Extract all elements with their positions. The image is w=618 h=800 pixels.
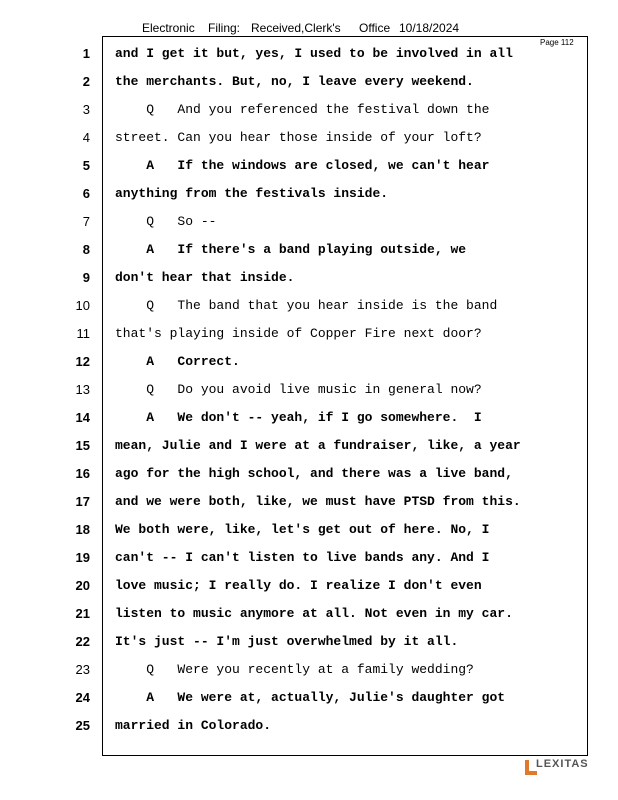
line-number: 17 bbox=[75, 494, 90, 509]
transcript-line: ago for the high school, and there was a live band, bbox=[115, 466, 513, 481]
line-number: 10 bbox=[75, 298, 90, 313]
line-number: 13 bbox=[75, 382, 90, 397]
line-number: 1 bbox=[82, 46, 90, 61]
transcript-line: A We were at, actually, Julie's daughter got bbox=[115, 690, 506, 705]
transcript-line: and I get it but, yes, I used to be involved in all bbox=[115, 46, 513, 61]
line-number: 15 bbox=[75, 438, 90, 453]
transcript-line: don't hear that inside. bbox=[115, 270, 295, 285]
transcript-line: A We don't -- yeah, if I go somewhere. I bbox=[115, 410, 482, 425]
line-number: 24 bbox=[75, 690, 90, 705]
transcript-line: Q Do you avoid live music in general now? bbox=[115, 382, 482, 397]
transcript-line: It's just -- I'm just overwhelmed by it all. bbox=[115, 634, 459, 649]
header-filing: Filing: bbox=[208, 21, 241, 35]
header-received: Received,Clerk's bbox=[251, 21, 341, 35]
lexitas-logo bbox=[524, 758, 594, 778]
transcript-line: listen to music anymore at all. Not even in my car. bbox=[115, 606, 513, 621]
transcript-line: Q So -- bbox=[115, 214, 217, 229]
transcript-line: that's playing inside of Copper Fire next door? bbox=[115, 326, 482, 341]
line-number: 8 bbox=[82, 242, 90, 257]
line-number: 14 bbox=[75, 410, 90, 425]
line-number: 12 bbox=[75, 354, 90, 369]
transcript-line: A If there's a band playing outside, we bbox=[115, 242, 467, 257]
transcript-line: can't -- I can't listen to live bands any. And I bbox=[115, 550, 490, 565]
transcript-line: love music; I really do. I realize I don't even bbox=[115, 578, 482, 593]
line-number: 3 bbox=[82, 102, 90, 117]
line-number: 6 bbox=[82, 186, 90, 201]
transcript-line: mean, Julie and I were at a fundraiser, like, a year bbox=[115, 438, 521, 453]
header-date: 10/18/2024 bbox=[399, 21, 460, 35]
logo-text: LEXITAS bbox=[536, 758, 589, 770]
transcript-line: anything from the festivals inside. bbox=[115, 186, 389, 201]
page-number: Page 112 bbox=[540, 38, 574, 47]
line-number: 18 bbox=[75, 522, 90, 537]
transcript-line: A Correct. bbox=[115, 354, 240, 369]
line-number: 7 bbox=[82, 214, 90, 229]
line-number: 23 bbox=[75, 662, 90, 677]
line-number: 22 bbox=[75, 634, 90, 649]
line-number: 4 bbox=[82, 130, 90, 145]
transcript-line: We both were, like, let's get out of here. No, I bbox=[115, 522, 490, 537]
transcript-line: Q Were you recently at a family wedding? bbox=[115, 662, 474, 677]
line-number: 25 bbox=[75, 718, 90, 733]
transcript-line: Q And you referenced the festival down the bbox=[115, 102, 490, 117]
header-electronic: Electronic bbox=[142, 21, 195, 35]
line-number: 5 bbox=[82, 158, 90, 173]
header-office: Office bbox=[359, 21, 391, 35]
filing-header bbox=[0, 21, 618, 35]
transcript-line: street. Can you hear those inside of your loft? bbox=[115, 130, 482, 145]
line-number: 19 bbox=[75, 550, 90, 565]
transcript-line: Q The band that you hear inside is the band bbox=[115, 298, 498, 313]
transcript-line: and we were both, like, we must have PTSD from this. bbox=[115, 494, 521, 509]
line-number: 9 bbox=[82, 270, 90, 285]
line-number: 11 bbox=[76, 326, 90, 341]
transcript-line: married in Colorado. bbox=[115, 718, 272, 733]
transcript-line: A If the windows are closed, we can't hear bbox=[115, 158, 490, 173]
line-number: 21 bbox=[75, 606, 90, 621]
line-number: 16 bbox=[75, 466, 90, 481]
transcript-line: the merchants. But, no, I leave every weekend. bbox=[115, 74, 474, 89]
line-number: 20 bbox=[75, 578, 90, 593]
line-number: 2 bbox=[82, 74, 90, 89]
